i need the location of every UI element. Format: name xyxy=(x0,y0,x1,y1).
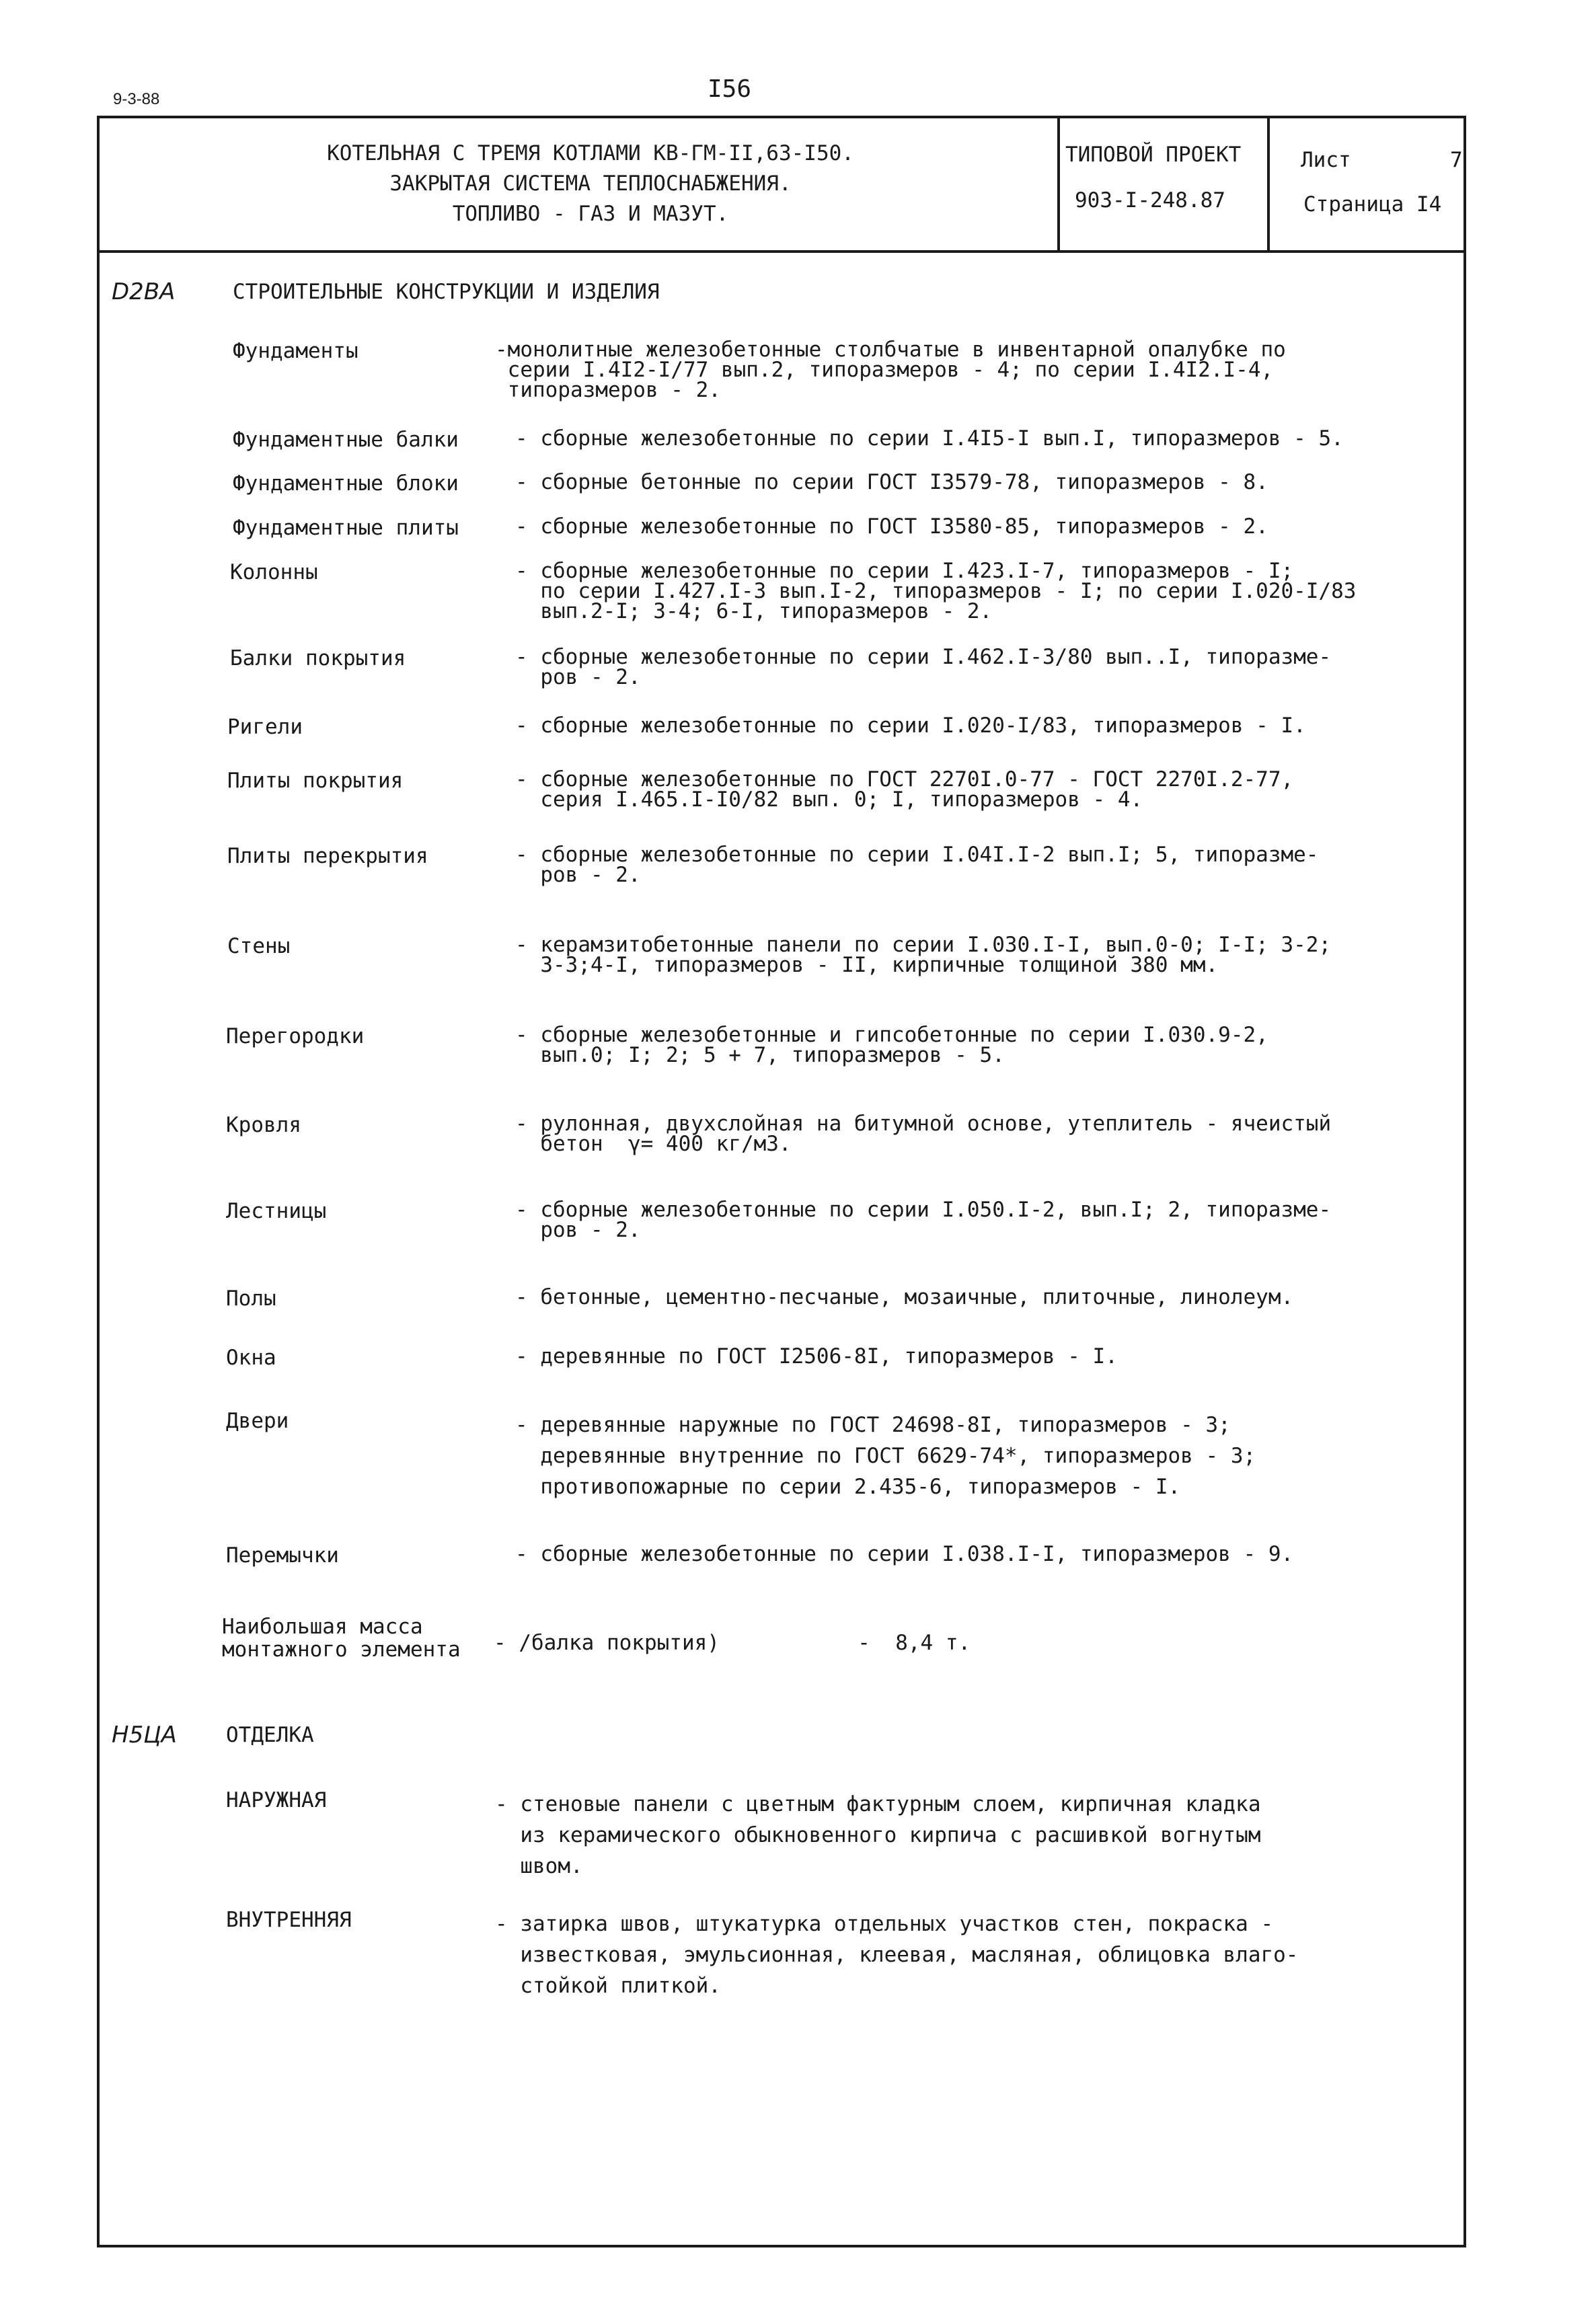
section-code: H5ЦA xyxy=(112,1722,177,1748)
item-label: Фундаменты xyxy=(233,339,358,363)
item-label: Фундаментные плиты xyxy=(233,516,459,540)
description-line: из керамического обыкновенного кирпича с расшивкой вогнутым xyxy=(495,1823,1261,1847)
title-line: ТОПЛИВО - ГАЗ И МАЗУТ. xyxy=(452,202,729,226)
sheet-label: Лист xyxy=(1301,148,1351,172)
item-label: Балки покрытия xyxy=(230,646,406,670)
description-line: - сборные бетонные по серии ГОСТ I3579-78, типоразмеров - 8. xyxy=(515,470,1268,494)
item-description xyxy=(515,1544,1293,1564)
item-description xyxy=(515,716,1306,736)
page-label: Страница I4 xyxy=(1303,192,1442,217)
item-description xyxy=(515,845,1318,885)
item-description xyxy=(494,1633,971,1653)
item-label: Фундаментные балки xyxy=(233,428,459,452)
item-label: Двери xyxy=(226,1409,289,1433)
description-line: - рулонная, двухслойная на битумной основе, утеплитель - ячеистый xyxy=(515,1112,1332,1136)
item-label: Лестницы xyxy=(226,1199,327,1223)
item-label: Полы xyxy=(226,1286,276,1311)
description-line: вып.0; I; 2; 5 + 7, типоразмеров - 5. xyxy=(515,1043,1005,1067)
description-line: - бетонные, цементно-песчаные, мозаичные, плиточные, линолеум. xyxy=(515,1285,1294,1309)
item-label: Колонны xyxy=(230,560,318,584)
description-line: по серии I.427.I-3 вып.I-2, типоразмеров - I; по серии I.020-I/83 xyxy=(515,579,1357,603)
description-line: 3-3;4-I, типоразмеров - II, кирпичные толщиной 380 мм. xyxy=(515,953,1219,977)
document-title xyxy=(140,139,1041,229)
description-line: - стеновые панели с цветным фактурным слоем, кирпичная кладка xyxy=(495,1792,1261,1816)
header-column-divider xyxy=(1057,118,1060,250)
item-description xyxy=(515,1410,1256,1502)
page-number: I56 xyxy=(708,75,752,103)
item-label: Плиты покрытия xyxy=(227,769,404,793)
item-label: Ригели xyxy=(227,715,303,739)
description-line: -монолитные железобетонные столбчатые в инвентарной опалубке по xyxy=(495,338,1286,362)
description-line: - сборные железобетонные по серии I.4I5-I вып.I, типоразмеров - 5. xyxy=(515,426,1344,451)
description-line: серия I.465.I-I0/82 вып. 0; I, типоразмеров - 4. xyxy=(515,787,1143,812)
item-label: Фундаментные блоки xyxy=(233,471,459,496)
description-line: ров - 2. xyxy=(515,665,641,689)
title-line: ЗАКРЫТАЯ СИСТЕМА ТЕПЛОСНАБЖЕНИЯ. xyxy=(389,171,792,196)
item-description xyxy=(495,1909,1298,2001)
document-code: 9-3-88 xyxy=(113,90,160,108)
description-line: известковая, эмульсионная, клеевая, масляная, облицовка влаго- xyxy=(495,1943,1299,1967)
description-line: - сборные железобетонные по серии I.462.I-3/80 вып..I, типоразме- xyxy=(515,645,1332,669)
description-line: швом. xyxy=(495,1854,583,1878)
section-code: D2BA xyxy=(112,278,176,305)
description-line: - сборные железобетонные по серии I.038.I-I, типоразмеров - 9. xyxy=(515,1542,1294,1566)
description-line: - /балка покрытия) - 8,4 т. xyxy=(494,1631,971,1655)
item-description xyxy=(515,935,1331,975)
description-line: ров - 2. xyxy=(515,863,641,887)
header-divider xyxy=(100,250,1464,253)
item-description xyxy=(515,1114,1331,1154)
description-line: ров - 2. xyxy=(515,1218,641,1242)
item-description xyxy=(515,1200,1331,1240)
item-label: Перегородки xyxy=(226,1024,365,1048)
item-description xyxy=(515,561,1356,621)
item-description xyxy=(495,1789,1260,1882)
description-line: - деревянные наружные по ГОСТ 24698-8I, типоразмеров - 3; xyxy=(515,1413,1231,1437)
item-label: ВНУТРЕННЯЯ xyxy=(226,1908,352,1932)
project-code: 903-I-248.87 xyxy=(1075,188,1225,213)
description-line: деревянные внутренние по ГОСТ 6629-74*, типоразмеров - 3; xyxy=(515,1444,1256,1468)
header-column-divider xyxy=(1267,118,1270,250)
description-line: - сборные железобетонные по ГОСТ I3580-85, типоразмеров - 2. xyxy=(515,514,1268,539)
item-label: Наибольшая масса монтажного элемента xyxy=(222,1615,461,1662)
item-label: Стены xyxy=(227,934,291,958)
description-line: - сборные железобетонные по серии I.050.I-2, вып.I; 2, типоразме- xyxy=(515,1198,1332,1222)
section-title: СТРОИТЕЛЬНЫЕ КОНСТРУКЦИИ И ИЗДЕЛИЯ xyxy=(233,280,660,304)
description-line: - сборные железобетонные по серии I.04I.I-2 вып.I; 5, типоразме- xyxy=(515,843,1319,867)
item-description xyxy=(515,472,1268,492)
description-line: типоразмеров - 2. xyxy=(495,378,721,402)
item-description xyxy=(515,428,1344,449)
description-line: - сборные железобетонные по ГОСТ 2270I.0-77 - ГОСТ 2270I.2-77, xyxy=(515,767,1294,792)
item-label: Плиты перекрытия xyxy=(227,844,428,868)
item-description xyxy=(515,1346,1118,1367)
description-line: противопожарные по серии 2.435-6, типоразмеров - I. xyxy=(515,1475,1181,1499)
description-line: бетон γ= 400 кг/м3. xyxy=(515,1132,792,1156)
item-label: Кровля xyxy=(226,1113,301,1137)
item-description xyxy=(515,1025,1268,1065)
description-line: - затирка швов, штукатурка отдельных участков стен, покраска - xyxy=(495,1912,1274,1936)
item-label: НАРУЖНАЯ xyxy=(226,1788,327,1812)
sheet-number: 7 xyxy=(1450,148,1463,172)
item-label: Окна xyxy=(226,1346,276,1370)
description-line: - сборные железобетонные и гипсобетонные по серии I.030.9-2, xyxy=(515,1023,1268,1047)
description-line: вып.2-I; 3-4; 6-I, типоразмеров - 2. xyxy=(515,599,993,623)
item-description xyxy=(515,1287,1293,1307)
description-line: стойкой плиткой. xyxy=(495,1974,721,1998)
item-description xyxy=(515,769,1293,810)
item-label: Перемычки xyxy=(226,1543,339,1568)
description-line: - деревянные по ГОСТ I2506-8I, типоразмеров - I. xyxy=(515,1344,1118,1369)
item-description xyxy=(515,647,1331,687)
section-title: ОТДЕЛКА xyxy=(226,1723,314,1747)
item-description xyxy=(495,340,1286,400)
description-line: - сборные железобетонные по серии I.423.I-7, типоразмеров - I; xyxy=(515,559,1294,583)
description-line: - сборные железобетонные по серии I.020-I/83, типоразмеров - I. xyxy=(515,714,1306,738)
title-line: КОТЕЛЬНАЯ С ТРЕМЯ КОТЛАМИ КВ-ГМ-II,63-I50. xyxy=(327,141,854,165)
description-line: - керамзитобетонные панели по серии I.030.I-I, вып.0-0; I-I; 3-2; xyxy=(515,933,1332,957)
item-description xyxy=(515,516,1268,537)
project-label: ТИПОВОЙ ПРОЕКТ xyxy=(1065,143,1242,167)
description-line: серии I.4I2-I/77 вып.2, типоразмеров - 4; по серии I.4I2.I-4, xyxy=(495,358,1274,382)
